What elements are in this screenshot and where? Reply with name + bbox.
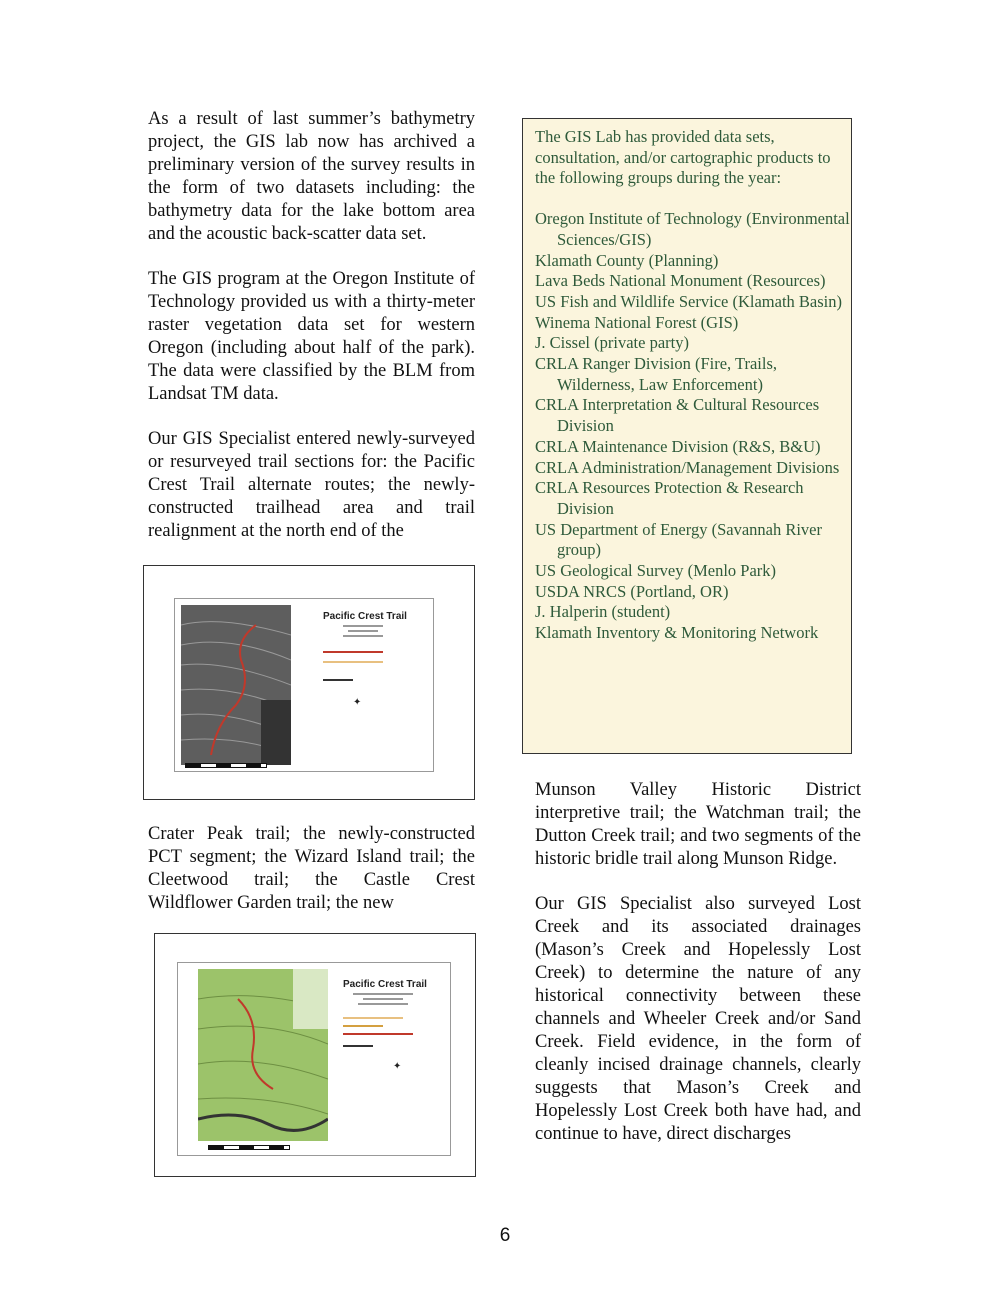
left-column-top [148, 108, 475, 565]
list-item: Oregon Institute of Technology (Environmental Sciences/GIS) [535, 209, 850, 249]
map-legend [343, 979, 443, 1072]
paragraph-munson-valley: Munson Valley Historic District interpretive trail; the Watchman trail; the Dutton Creek trail; and two segments of the historic bridle trail along Munson Ridge. [535, 780, 861, 869]
topo-map-image [198, 969, 328, 1141]
paragraph-vegetation: The GIS program at the Oregon Institute of Technology provided us with a thirty-meter raster vegetation data set for western Oregon (including about half of the park). The data were classified by the BLM from Landsat TM data. [148, 269, 475, 404]
sidebar-intro: The GIS Lab has provided data sets, consultation, and/or cartographic products to the following groups during the year: [535, 127, 831, 188]
legend-lines [323, 625, 423, 681]
legend-lines [343, 993, 443, 1047]
partners-sidebar [522, 118, 852, 754]
paragraph-trails: Our GIS Specialist entered newly-surveyed or resurveyed trail sections for: the Pacific Crest Trail alternate routes; the newly-constructed trailhead area and trail realignment at the north end of the [148, 429, 475, 541]
list-item: CRLA Administration/Management Divisions [535, 457, 840, 477]
list-item: CRLA Interpretation & Cultural Resources Division [535, 395, 820, 436]
map-legend [323, 611, 423, 708]
list-item: CRLA Ranger Division (Fire, Trails, Wilderness, Law Enforcement) [535, 354, 778, 394]
list-item: US Geological Survey (Menlo Park) [535, 561, 777, 581]
paragraph-trails-continued: Crater Peak trail; the newly-constructed PCT segment; the Wizard Island trail; the Cleetwood trail; the Castle Crest Wildflower Garden trail; the new [148, 824, 475, 913]
list-item: J. Cissel (private party) [535, 333, 689, 353]
list-item: USDA NRCS (Portland, OR) [535, 581, 729, 601]
list-item: CRLA Resources Protection & Research Division [535, 478, 804, 518]
list-item: US Department of Energy (Savannah River group) [535, 519, 822, 560]
list-item: Lava Beds National Monument (Resources) [535, 271, 826, 291]
right-column [535, 779, 861, 1168]
page-number: 6 [499, 1225, 511, 1246]
map-title: Pacific Crest Trail [323, 611, 407, 622]
map-figure-1 [143, 565, 475, 800]
paragraph-bathymetry: As a result of last summer’s bathymetry project, the GIS lab now has archived a preliminary version of the survey results in the form of two datasets including: the bathymetry data for the lake bottom area and the acoustic back-scatter data set. [148, 109, 475, 244]
north-arrow-icon: ✦ [393, 1061, 402, 1072]
list-item: Klamath Inventory & Monitoring Network [535, 623, 819, 643]
list-item: CRLA Maintenance Division (R&S, B&U) [535, 436, 821, 456]
scale-bar [185, 763, 267, 768]
list-item: Winema National Forest (GIS) [535, 312, 739, 332]
list-item: J. Halperin (student) [535, 602, 671, 622]
paragraph-lost-creek: Our GIS Specialist also surveyed Lost Creek and its associated drainages (Mason’s Creek and Hopelessly Lost Creek) to determine the nature of any historical connectivity between these channels and Wheeler Creek and/or Sand Creek. Field evidence, in the form of cleanly incised drainage channels, clearly suggests that Mason’s Creek and Hopelessly Lost Creek both have had, and continue to have, direct discharges [535, 894, 861, 1144]
list-item: US Fish and Wildlife Service (Klamath Basin) [535, 291, 842, 311]
terrain-map-image [181, 605, 291, 765]
left-column-bottom [148, 823, 475, 937]
map-panel [177, 962, 451, 1156]
list-item: Klamath County (Planning) [535, 250, 719, 270]
map-figure-2 [154, 933, 476, 1177]
partners-list [535, 209, 851, 644]
north-arrow-icon: ✦ [353, 697, 362, 708]
map-title: Pacific Crest Trail [343, 979, 427, 990]
scale-bar [208, 1145, 290, 1150]
map-panel [174, 598, 434, 772]
